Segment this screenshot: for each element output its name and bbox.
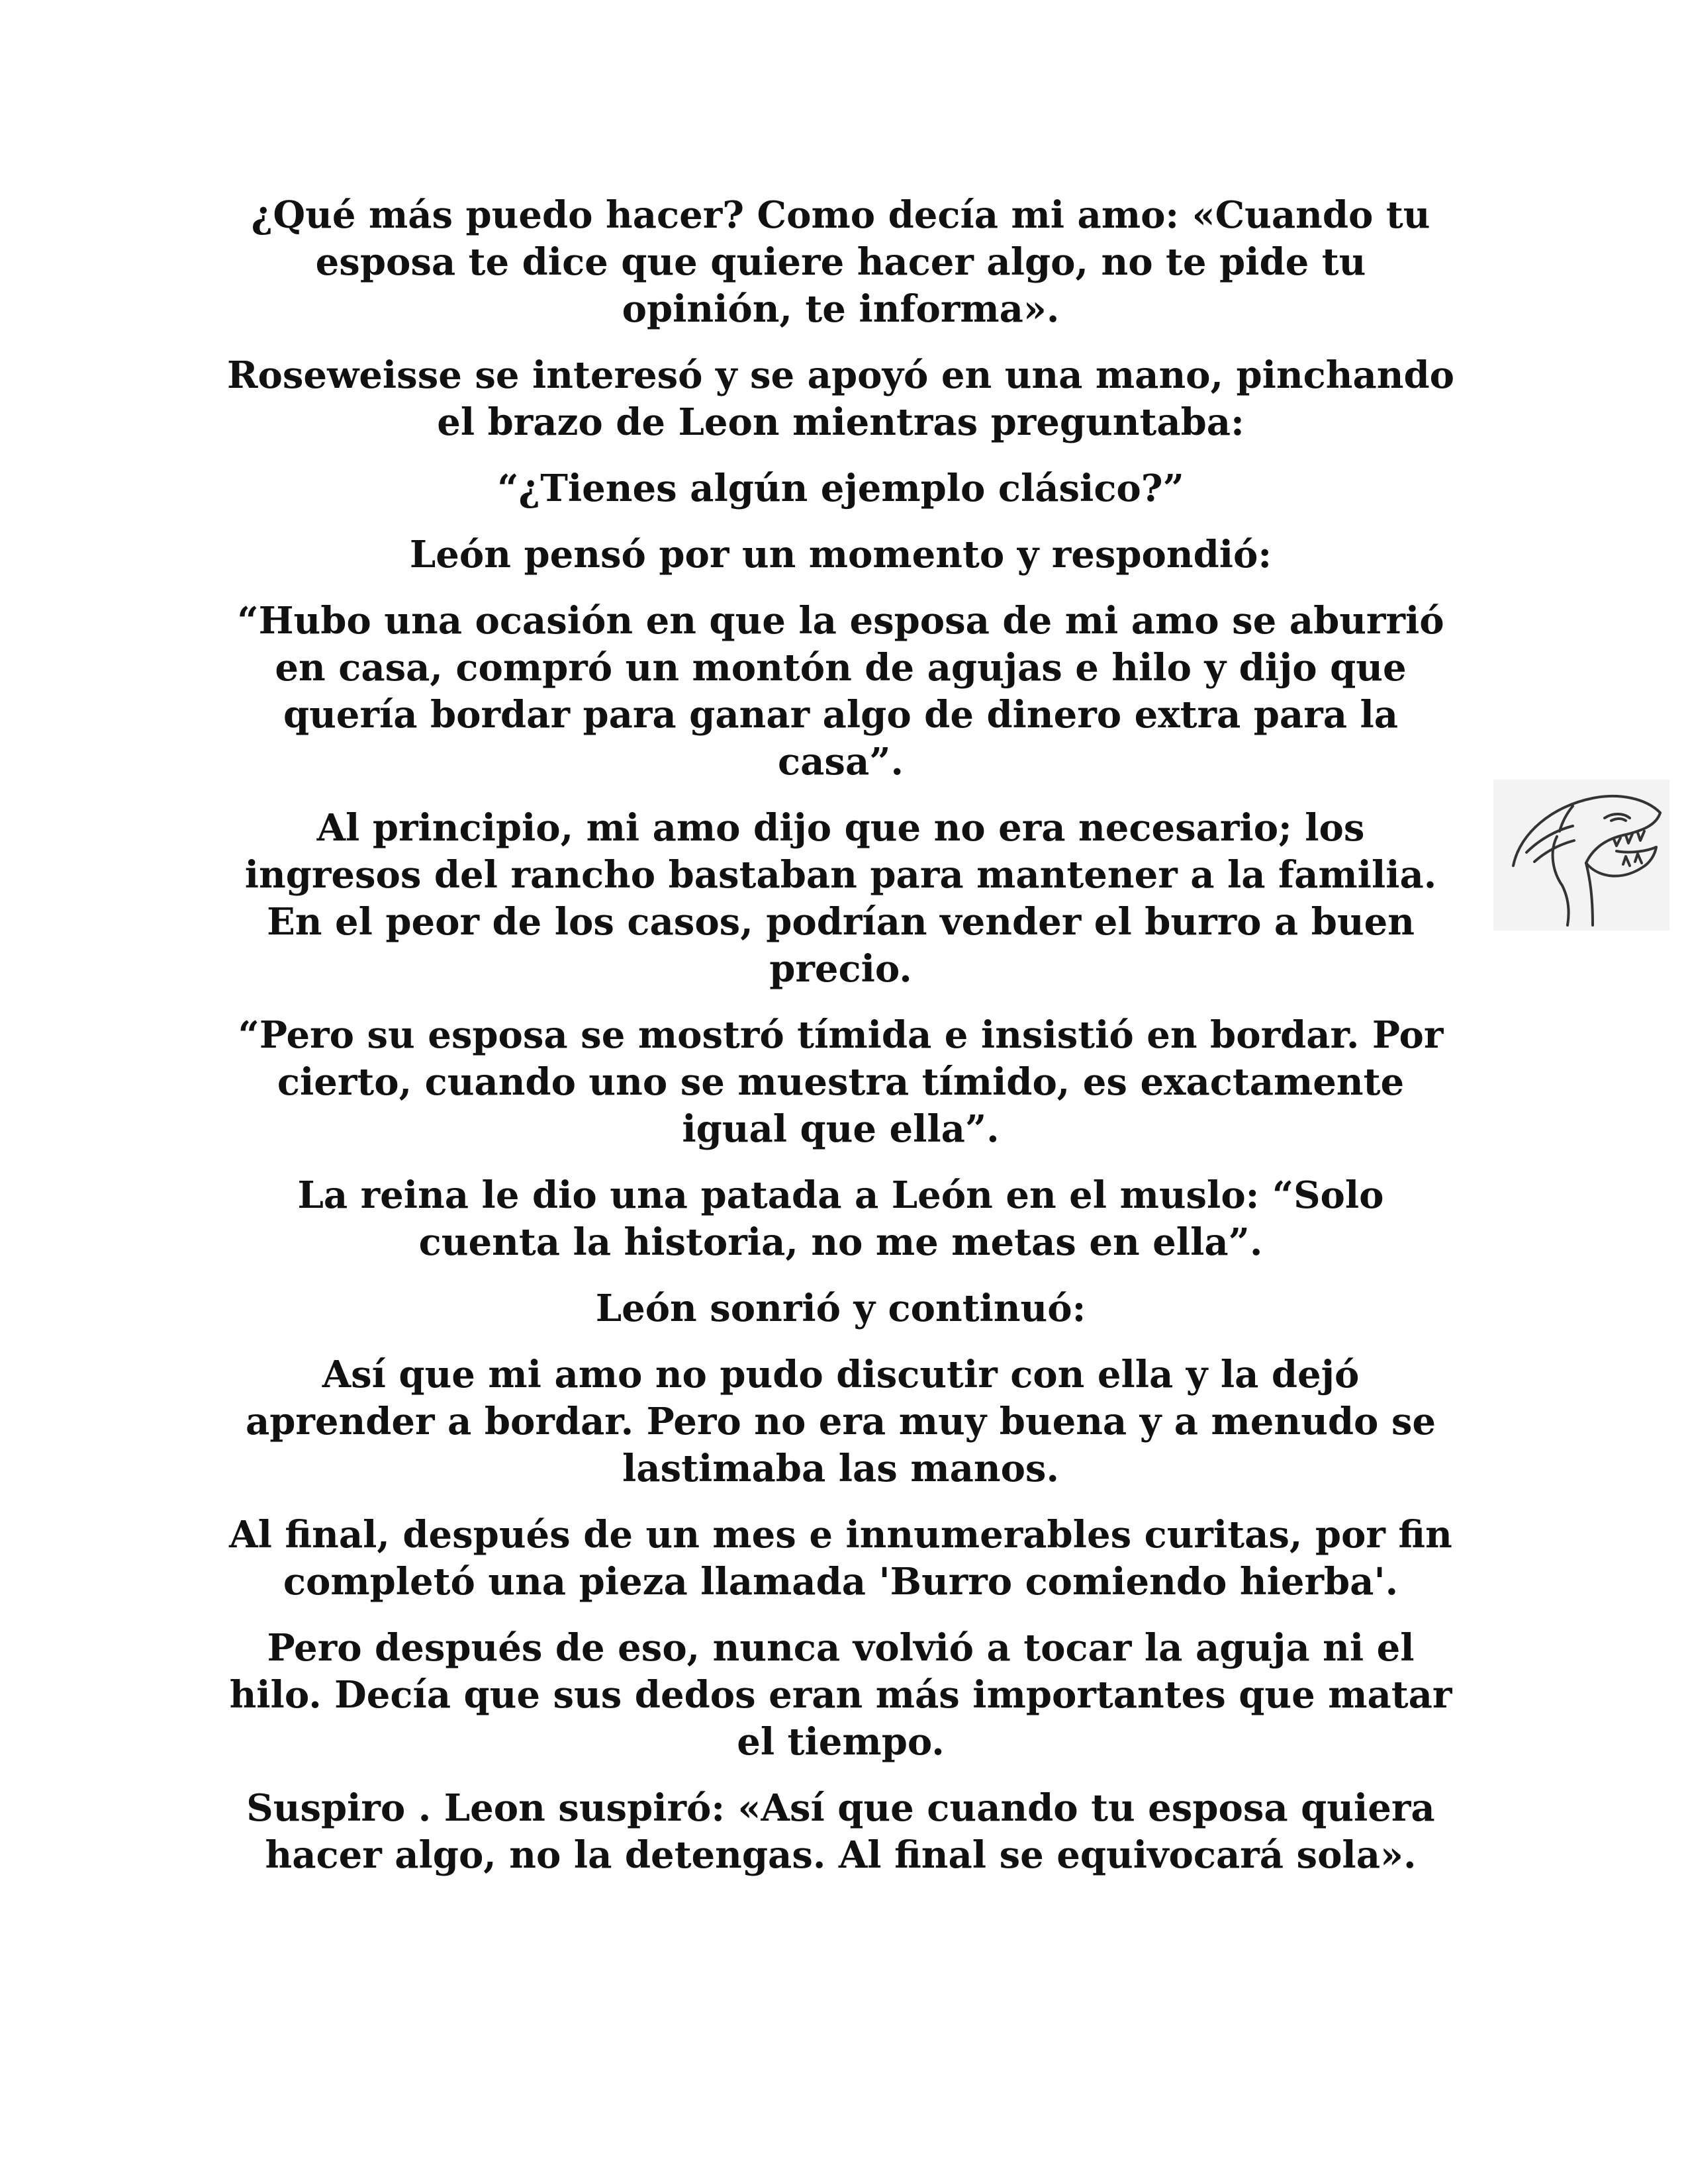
paragraph: ¿Qué más puedo hacer? Como decía mi amo: «Cuando tu esposa te dice que quiere hacer algo, no te pide tu opinión, te informa». bbox=[251, 193, 1430, 331]
paragraph: León sonrió y continuó: bbox=[595, 1287, 1086, 1330]
paragraph: Pero después de eso, nunca volvió a tocar la aguja ni el hilo. Decía que sus dedos eran más importantes que matar el tiempo. bbox=[229, 1626, 1452, 1764]
paragraph: La reina le dio una patada a León en el muslo: “Solo cuenta la historia, no me metas en ella”. bbox=[297, 1173, 1384, 1264]
paragraph: Al principio, mi amo dijo que no era necesario; los ingresos del rancho bastaban para mantener a la familia. En el peor de los casos, podrían vender el burro a buen precio. bbox=[244, 806, 1437, 991]
paragraph: Roseweisse se interesó y se apoyó en una mano, pinchando el brazo de Leon mientras preguntaba: bbox=[227, 353, 1454, 444]
paragraph: “Pero su esposa se mostró tímida e insistió en bordar. Por cierto, cuando uno se muestra tímido, es exactamente igual que ella”. bbox=[238, 1013, 1444, 1151]
dinosaur-head-icon bbox=[1493, 780, 1669, 931]
paragraph: Al final, después de un mes e innumerables curitas, por fin completó una pieza llamada 'Burro comiendo hierba'. bbox=[229, 1513, 1452, 1604]
paragraph: “¿Tienes algún ejemplo clásico?” bbox=[497, 467, 1184, 510]
paragraph: Así que mi amo no pudo discutir con ella y la dejó aprender a bordar. Pero no era muy buena y a menudo se lastimaba las manos. bbox=[245, 1353, 1436, 1490]
paragraph: Suspiro . Leon suspiró: «Así que cuando tu esposa quiera hacer algo, no la detengas. Al final se equivocará sola». bbox=[246, 1786, 1435, 1877]
paragraph: “Hubo una ocasión en que la esposa de mi amo se aburrió en casa, compró un montón de agujas e hilo y dijo que quería bordar para ganar algo de dinero extra para la casa”. bbox=[237, 599, 1444, 784]
story-text bbox=[225, 192, 1456, 1898]
paragraph: León pensó por un momento y respondió: bbox=[409, 533, 1272, 576]
